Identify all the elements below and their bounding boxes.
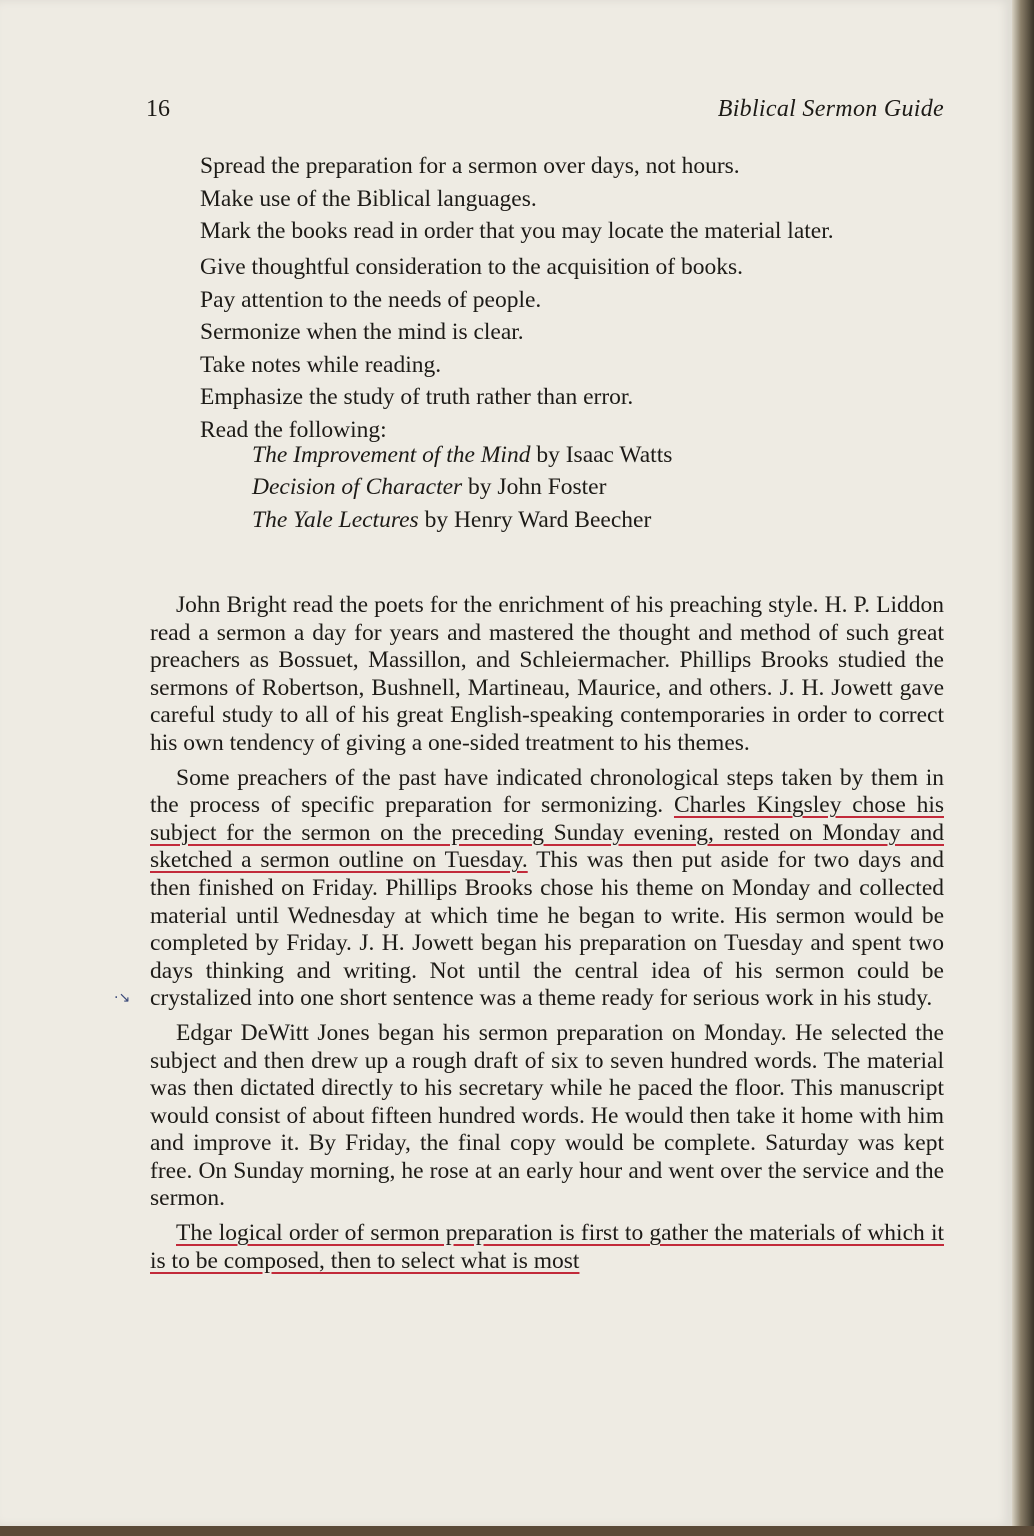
page-edge-bottom: [0, 1526, 1034, 1536]
paragraph: [150, 1220, 944, 1275]
list-item: Sermonize when the mind is clear.: [200, 319, 524, 345]
paragraph: Edgar DeWitt Jones began his sermon preparation on Monday. He selected the subject and then drew up a rough draft of six to seven hundred words. The material was then dictated directly to his secretary while he paced the floor. This manuscript would consist of about fifteen hundred words. He would then take it home with him and improve it. By Friday, the final copy would be complete. Saturday was kept free. On Sunday morning, he rose at an early hour and went over the service and the sermon.: [150, 1019, 944, 1212]
list-item: [200, 418, 944, 533]
reading-intro: Read the following:: [200, 416, 387, 443]
reading-item: [226, 443, 944, 468]
pen-underline: Charles Kingsley chose his subject for the sermon on the preceding Sunday evening, rested on Monday and sketched a sermon outline on Tuesday.: [150, 792, 944, 874]
paragraph: John Bright read the poets for the enrichment of his preaching style. H. P. Liddon read a sermon a day for years and mastered the thought and method of such great preachers as Bossuet, Massillon, and Schleiermacher. Phillips Brooks studied the sermons of Robertson, Bushnell, Martineau, Maurice, and others. J. H. Jowett gave careful study to all of his great English-speaking contemporaries in order to correct his own tendency of giving a one-sided treatment to his themes.: [150, 592, 944, 756]
margin-mark-icon: ·↘: [114, 990, 131, 1006]
book-author: by Isaac Watts: [536, 441, 673, 468]
advice-list: [200, 154, 944, 540]
reading-list: [226, 443, 944, 533]
book-author: by Henry Ward Beecher: [424, 506, 652, 533]
list-item: Spread the preparation for a sermon over days, not hours.: [200, 153, 740, 179]
running-title: Biblical Sermon Guide: [717, 96, 944, 122]
book-author: by John Foster: [468, 474, 607, 500]
book-title: The Yale Lectures: [252, 506, 419, 533]
list-item: Take notes while reading.: [200, 351, 442, 378]
paragraph: [150, 765, 944, 1013]
list-item: Emphasize the study of truth rather than error.: [200, 384, 634, 410]
text-run: Some preachers of the past have indicated chronological steps taken by them in the process of specific preparation for sermonizing.: [150, 764, 944, 819]
reading-item: [226, 508, 944, 533]
book-title: The Improvement of the Mind: [252, 441, 531, 468]
pen-underline: The logical order of sermon preparation is first to gather the materials of which it is to be composed, then to select what is most: [150, 1220, 944, 1274]
text-run: This was then put aside for two days and then finished on Friday. Phillips Brooks chose his theme on Monday and collected material until Wednesday at which time he began to write. His sermon would be completed by Friday. J. H. Jowett began his preparation on Tuesday and spent two days thinking and writing. Not until the central idea of his sermon could be crystalized into one short sentence was a theme ready for serious work in his study.: [150, 847, 944, 1012]
book-title: Decision of Character: [252, 474, 463, 500]
page-number: 16: [146, 96, 170, 122]
page-edge: [1012, 0, 1034, 1536]
body-text: [150, 592, 944, 1282]
list-item: Mark the books read in order that you may locate the material later.: [200, 218, 834, 244]
list-item: Make use of the Biblical languages.: [200, 185, 537, 212]
running-header: [146, 96, 944, 130]
reading-item: [226, 475, 944, 500]
list-item: Pay attention to the needs of people.: [200, 286, 542, 313]
list-item: Give thoughtful consideration to the acquisition of books.: [200, 254, 744, 280]
